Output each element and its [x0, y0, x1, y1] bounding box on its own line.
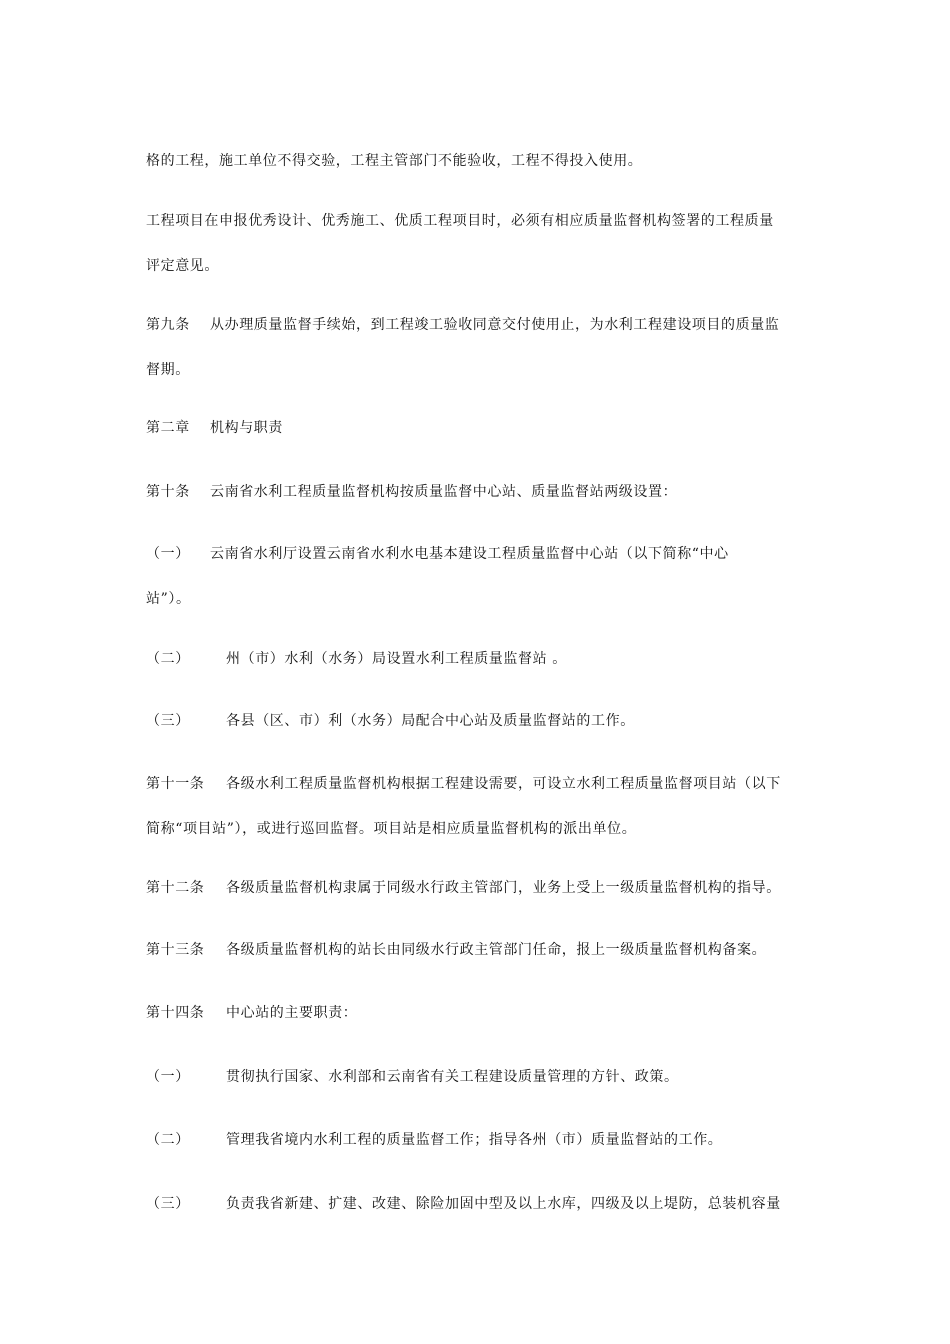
article-label: 第九条: [146, 317, 190, 333]
article-line: [146, 775, 781, 793]
paragraph-line: [146, 590, 191, 608]
article-label: 第十二条: [146, 880, 205, 896]
item-line: [146, 545, 729, 563]
chapter-label: 第二章: [146, 420, 190, 436]
item-line: [146, 1195, 781, 1213]
item-line: [146, 1068, 679, 1086]
line-text: 站”）。: [146, 591, 191, 607]
article-label: 第十四条: [146, 1005, 205, 1021]
article-line: [146, 879, 781, 897]
line-text: 云南省水利工程质量监督机构按质量监督中心站、质量监督站两级设置：: [210, 484, 678, 500]
line-text: 格的工程，施工单位不得交验，工程主管部门不能验收，工程不得投入使用。: [146, 153, 643, 169]
paragraph-line: [146, 257, 219, 275]
item-line: [146, 650, 567, 668]
paragraph-line: [146, 361, 190, 379]
item-label: （二）: [146, 1132, 190, 1148]
article-line: [146, 1004, 357, 1022]
line-text: 管理我省境内水利工程的质量监督工作；指导各州（市）质量监督站的工作。: [226, 1132, 723, 1148]
item-line: [146, 712, 635, 730]
article-line: [146, 483, 677, 501]
line-text: 评定意见。: [146, 258, 219, 274]
article-line: [146, 941, 766, 959]
line-text: 贯彻执行国家、水利部和云南省有关工程建设质量管理的方针、政策。: [226, 1069, 679, 1085]
article-label: 第十条: [146, 484, 190, 500]
item-label: （一）: [146, 1069, 190, 1085]
paragraph-line: [146, 820, 636, 838]
item-label: （三）: [146, 713, 190, 729]
item-line: [146, 1131, 722, 1149]
item-label: （一）: [146, 546, 190, 562]
line-text: 云南省水利厅设置云南省水利水电基本建设工程质量监督中心站（以下简称“中心: [210, 546, 729, 562]
chapter-heading: [146, 419, 283, 437]
item-label: （二）: [146, 651, 190, 667]
line-text: 各级质量监督机构的站长由同级水行政主管部门任命，报上一级质量监督机构备案。: [226, 942, 767, 958]
line-text: 督期。: [146, 362, 190, 378]
paragraph-line: [146, 212, 774, 230]
paragraph-line: [146, 152, 642, 170]
line-text: 州（市）水利（水务）局设置水利工程质量监督站 。: [226, 651, 567, 667]
line-text: 各县（区、市）利（水务）局配合中心站及质量监督站的工作。: [226, 713, 635, 729]
line-text: 中心站的主要职责：: [226, 1005, 358, 1021]
line-text: 工程项目在申报优秀设计、优秀施工、优质工程项目时，必须有相应质量监督机构签署的工程质量: [146, 213, 774, 229]
article-label: 第十三条: [146, 942, 205, 958]
article-line: [146, 316, 779, 334]
chapter-title: 机构与职责: [210, 420, 283, 436]
line-text: 简称“项目站”），或进行巡回监督。项目站是相应质量监督机构的派出单位。: [146, 821, 637, 837]
line-text: 从办理质量监督手续始，到工程竣工验收同意交付使用止，为水利工程建设项目的质量监: [210, 317, 780, 333]
item-label: （三）: [146, 1196, 190, 1212]
line-text: 各级水利工程质量监督机构根据工程建设需要，可设立水利工程质量监督项目站（以下: [226, 776, 781, 792]
article-label: 第十一条: [146, 776, 205, 792]
line-text: 各级质量监督机构隶属于同级水行政主管部门，业务上受上一级质量监督机构的指导。: [226, 880, 781, 896]
line-text: 负责我省新建、扩建、改建、除险加固中型及以上水库，四级及以上堤防，总装机容量: [226, 1196, 781, 1212]
